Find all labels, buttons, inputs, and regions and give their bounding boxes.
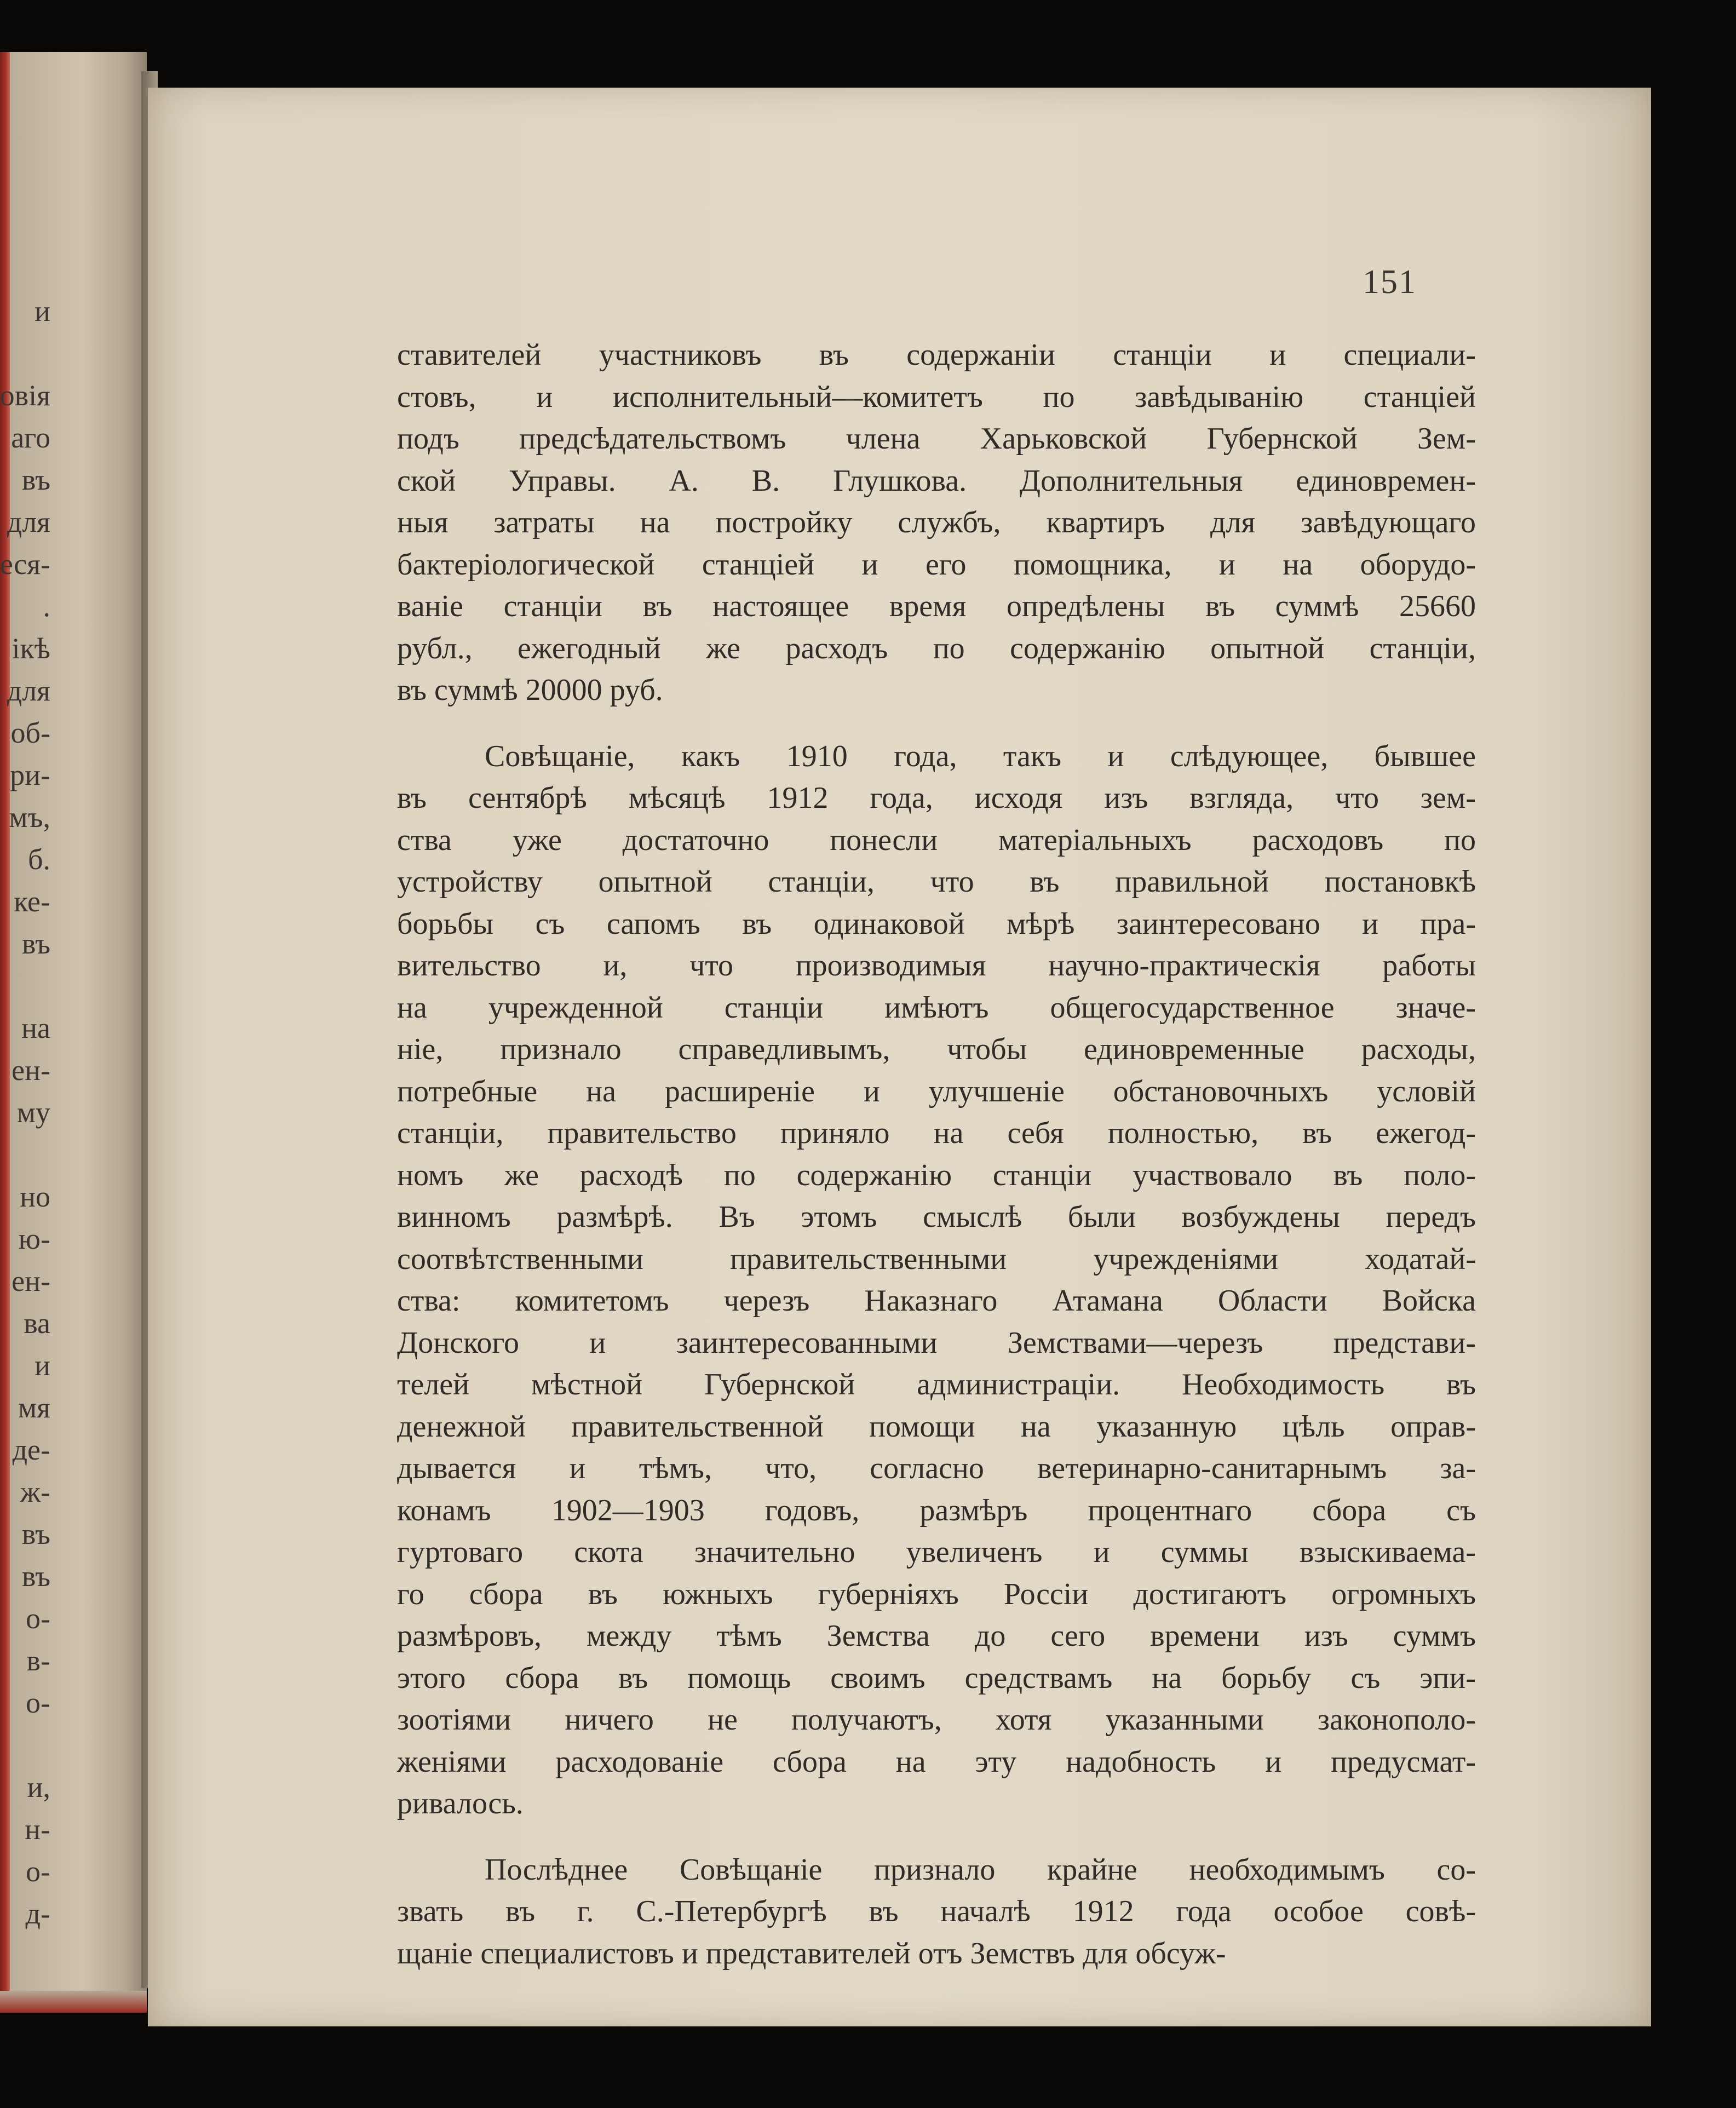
previous-page-fragment	[0, 1176, 143, 1218]
text-line: въ суммѣ 20000 руб.	[397, 673, 663, 707]
previous-page-fragment-text: мя	[18, 1391, 50, 1424]
previous-page-text-fragments	[0, 290, 143, 1935]
previous-page-fragment	[0, 1049, 143, 1092]
text-line: рубл., ежегодный же расходъ по содержанію опытной станціи,	[397, 631, 1476, 665]
previous-page-fragment	[0, 1851, 143, 1893]
previous-page-fragment-text: аго	[11, 421, 50, 454]
text-line: винномъ размѣрѣ. Въ этомъ смыслѣ были возбуждены передъ	[397, 1200, 1476, 1234]
previous-page-fragment	[0, 501, 143, 543]
previous-page-fragment-text: ри-	[10, 759, 50, 791]
previous-page-fragment-text: н-	[25, 1813, 50, 1846]
previous-page-fragment-text: для	[7, 506, 50, 538]
previous-page-fragment	[0, 1471, 143, 1513]
text-line: Послѣднее Совѣщаніе признало крайне необходимымъ со-	[485, 1852, 1476, 1887]
paragraph-gap	[397, 711, 1476, 736]
previous-page-fragment	[0, 375, 143, 417]
page-number: 151	[1363, 263, 1417, 301]
previous-page-fragment-text: въ	[21, 927, 50, 960]
previous-page-fragment	[0, 712, 143, 754]
previous-page-fragment-text: и	[35, 295, 50, 328]
text-line: потребные на расширеніе и улучшеніе обстановочныхъ условій	[397, 1074, 1476, 1108]
previous-page-fragment	[0, 1766, 143, 1808]
previous-page-fragment-text: ж-	[20, 1475, 50, 1508]
text-line: ства: комитетомъ черезъ Наказнаго Атамана Области Войска	[397, 1284, 1476, 1318]
previous-page-fragment	[0, 923, 143, 965]
text-line: го сбора въ южныхъ губерніяхъ Россіи достигаютъ огромныхъ	[397, 1577, 1476, 1611]
previous-page-fragment-text: на	[21, 1012, 50, 1044]
previous-page-fragment	[0, 1682, 143, 1724]
previous-page-fragment-text: ен-	[12, 1265, 50, 1297]
previous-page-fragment-text: о-	[26, 1602, 50, 1635]
text-line: этого сбора въ помощь своимъ средствамъ на борьбу съ эпи-	[397, 1661, 1476, 1695]
text-line: борьбы съ сапомъ въ одинаковой мѣрѣ заинтересовано и пра-	[397, 906, 1476, 941]
previous-page-fragment	[0, 881, 143, 923]
text-line: денежной правительственной помощи на указанную цѣль оправ-	[397, 1409, 1476, 1444]
previous-page-fragment-text: въ	[21, 463, 50, 496]
previous-page-fragment-text: .	[43, 590, 50, 623]
previous-page-fragment	[0, 1513, 143, 1555]
text-line: устройству опытной станціи, что въ правильной постановкѣ	[397, 865, 1476, 899]
previous-page-fragment	[0, 628, 143, 670]
previous-page-fragment-text: ва	[24, 1307, 50, 1340]
previous-page-fragment	[0, 585, 143, 628]
previous-page-fragment	[0, 1007, 143, 1049]
text-line: подъ предсѣдательствомъ члена Харьковской Губернской Зем-	[397, 422, 1476, 456]
previous-page-fragment-text: о-	[26, 1855, 50, 1888]
previous-page-fragment	[0, 332, 143, 375]
previous-page-fragment-text: въ	[21, 1518, 50, 1550]
previous-page-fragment	[0, 1218, 143, 1260]
previous-page-fragment-text: для	[7, 674, 50, 707]
previous-page-fragment-text: ке-	[14, 885, 50, 918]
text-line: Совѣщаніе, какъ 1910 года, такъ и слѣдующее, бывшее	[485, 739, 1476, 773]
previous-page-fragment-text: ю-	[18, 1222, 50, 1255]
previous-page-fragment-text: де-	[12, 1433, 50, 1466]
previous-page-fragment	[0, 1260, 143, 1302]
previous-page-fragment	[0, 754, 143, 796]
book-page	[148, 88, 1651, 2026]
book-cover-bottom	[0, 1991, 147, 2013]
text-line: телей мѣстной Губернской администраціи. Необходимость въ	[397, 1368, 1476, 1401]
text-line: размѣровъ, между тѣмъ Земства до сего времени изъ суммъ	[397, 1619, 1476, 1653]
text-line: ныя затраты на постройку службъ, квартиръ для завѣдующаго	[397, 506, 1476, 539]
text-line: ривалось.	[397, 1787, 524, 1820]
previous-page-fragment	[0, 459, 143, 501]
previous-page-fragment	[0, 1808, 143, 1851]
previous-page-fragment-text: в-	[26, 1644, 50, 1677]
previous-page-fragment	[0, 838, 143, 881]
previous-page-fragment	[0, 1429, 143, 1471]
previous-page-fragment-text: ен-	[12, 1054, 50, 1087]
previous-page-fragment-text: овія	[0, 379, 50, 412]
previous-page-fragment	[0, 1555, 143, 1598]
previous-page-fragment	[0, 1724, 143, 1766]
text-line: звать въ г. С.-Петербургѣ въ началѣ 1912 года особое совѣ-	[397, 1894, 1476, 1928]
previous-page-edge	[0, 52, 147, 2013]
text-line: въ сентябрѣ мѣсяцѣ 1912 года, исходя изъ взгляда, что зем-	[397, 781, 1476, 815]
previous-page-fragment	[0, 1302, 143, 1345]
previous-page-fragment	[0, 290, 143, 332]
text-line: конамъ 1902—1903 годовъ, размѣръ процентнаго сбора съ	[397, 1493, 1476, 1527]
text-line: дывается и тѣмъ, что, согласно ветеринарно-санитарнымъ за-	[397, 1451, 1476, 1485]
text-line: вительство и, что производимыя научно-практическія работы	[397, 949, 1476, 983]
previous-page-fragment	[0, 965, 143, 1007]
paragraph	[397, 736, 1476, 1825]
text-line: гуртоваго скота значительно увеличенъ и суммы взыскиваема-	[397, 1535, 1476, 1569]
previous-page-fragment-text: об-	[10, 716, 50, 749]
previous-page-fragment-text: еся-	[0, 548, 50, 581]
previous-page-fragment	[0, 1134, 143, 1176]
text-line: ваніе станціи въ настоящее время опредѣлены въ суммѣ 25660	[397, 589, 1476, 623]
text-line: станціи, правительство приняло на себя полностью, въ ежегод-	[397, 1116, 1476, 1150]
previous-page-fragment-text: и,	[27, 1771, 50, 1803]
text-line: номъ же расходѣ по содержанію станціи участвовало въ поло-	[397, 1158, 1476, 1192]
text-line: зоотіями ничего не получаютъ, хотя указанными законополо-	[397, 1703, 1476, 1737]
previous-page-fragment	[0, 796, 143, 838]
previous-page-fragment-text: о-	[26, 1686, 50, 1719]
text-line: на учрежденной станціи имѣютъ общегосударственное значе-	[397, 990, 1476, 1025]
previous-page-fragment-text: му	[16, 1096, 50, 1129]
text-line: стовъ, и исполнительный—комитетъ по завѣдыванію станціей	[397, 380, 1476, 414]
previous-page-fragment	[0, 1893, 143, 1935]
previous-page-fragment	[0, 417, 143, 459]
previous-page-fragment-text: въ	[21, 1560, 50, 1593]
previous-page-fragment-text: но	[20, 1180, 50, 1213]
text-line: Донского и заинтересованными Земствами—черезъ представи-	[397, 1325, 1476, 1360]
previous-page-fragment	[0, 543, 143, 585]
previous-page-fragment	[0, 1598, 143, 1640]
text-line: ской Управы. А. В. Глушкова. Дополнительныя единовремен-	[397, 463, 1476, 498]
page-body-text	[397, 334, 1476, 1974]
previous-page-fragment-text: ікѣ	[12, 632, 50, 665]
previous-page-fragment	[0, 670, 143, 712]
paragraph	[397, 1849, 1476, 1975]
text-line: ніе, признало справедливымъ, чтобы единовременные расходы,	[397, 1032, 1476, 1066]
previous-page-fragment	[0, 1640, 143, 1682]
text-line: бактеріологической станціей и его помощника, и на оборудо-	[397, 547, 1476, 582]
previous-page-fragment-text: и	[35, 1349, 50, 1382]
previous-page-fragment	[0, 1387, 143, 1429]
text-line: ства уже достаточно понесли матеріальныхъ расходовъ по	[397, 823, 1476, 857]
text-line: женіями расходованіе сбора на эту надобность и предусмат-	[397, 1744, 1476, 1779]
text-line: ставителей участниковъ въ содержаніи станціи и специали-	[397, 338, 1476, 372]
previous-page-fragment-text: мъ,	[9, 801, 50, 834]
text-line: щаніе специалистовъ и представителей отъ Земствъ для обсуж-	[397, 1936, 1226, 1971]
previous-page-fragment-text: б.	[28, 843, 50, 876]
text-line: соотвѣтственными правительственными учрежденіями ходатай-	[397, 1242, 1476, 1276]
paragraph-gap	[397, 1825, 1476, 1849]
previous-page-fragment-text: д-	[25, 1897, 50, 1930]
previous-page-fragment	[0, 1345, 143, 1387]
paragraph	[397, 334, 1476, 711]
previous-page-fragment	[0, 1092, 143, 1134]
